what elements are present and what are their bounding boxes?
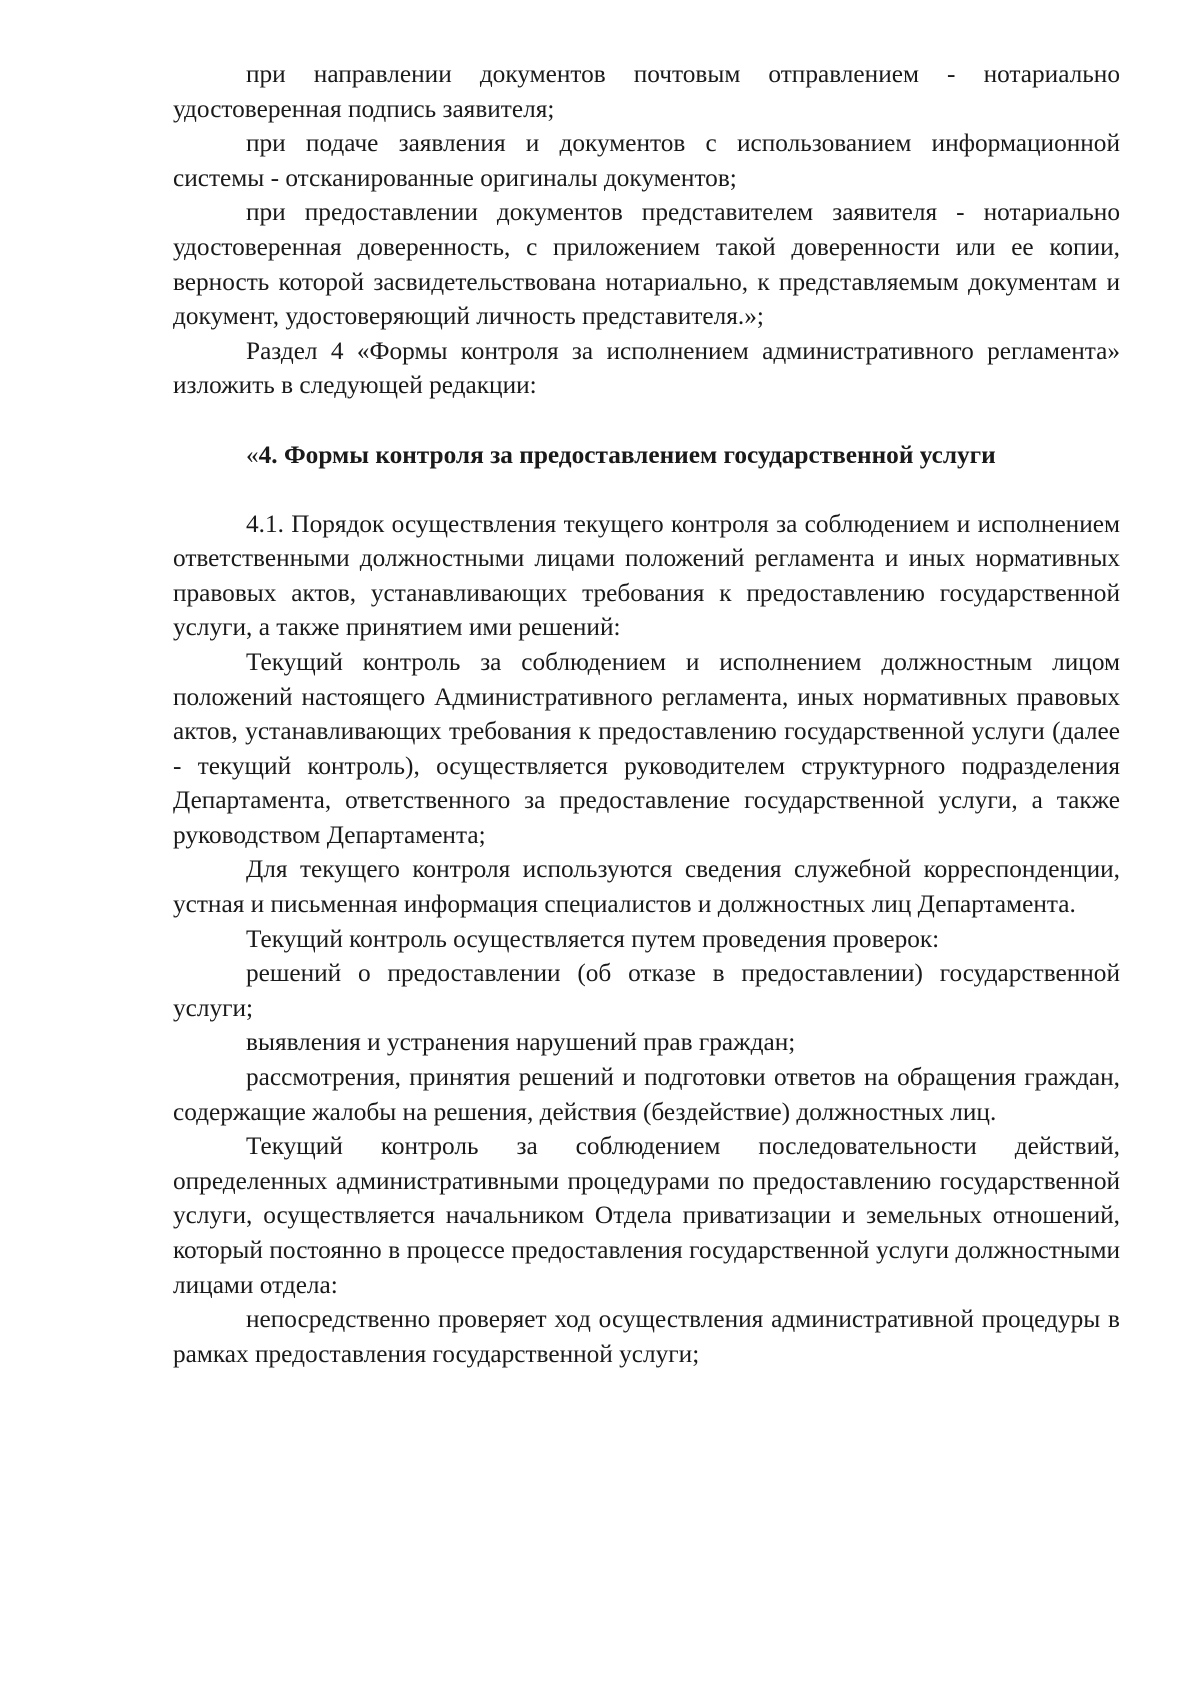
paragraph-checks-intro: Текущий контроль осуществляется путем проведения проверок: bbox=[246, 924, 940, 953]
paragraph-postal-submission: при направлении документов почтовым отправлением - нотариально удостоверенная подпись заявителя; bbox=[173, 60, 1120, 123]
paragraph-direct-check: непосредственно проверяет ход осуществления административной процедуры в рамках предоставления государственной услуги; bbox=[173, 1305, 1120, 1368]
paragraph-4-1: 4.1. Порядок осуществления текущего контроля за соблюдением и исполнением ответственными должностными лицами положений регламента и иных нормативных правовых актов, устанавливающих требования к предоставлению государственной услуги, а также принятием ими решений: bbox=[173, 509, 1120, 642]
paragraph-control-sources: Для текущего контроля используются сведения служебной корреспонденции, устная и письменная информация специалистов и должностных лиц Департамента. bbox=[173, 855, 1120, 919]
list-item-violations: выявления и устранения нарушений прав граждан; bbox=[246, 1028, 796, 1057]
list-item-appeals: рассмотрения, принятия решений и подготовки ответов на обращения граждан, содержащие жалобы на решения, действия (бездействие) должностных лиц. bbox=[173, 1063, 1120, 1126]
paragraph-information-system: при подаче заявления и документов с использованием информационной системы - отсканированные оригиналы документов; bbox=[173, 129, 1120, 192]
paragraph-sequence-control: Текущий контроль за соблюдением последовательности действий, определенных административными процедурами по предоставлению государственной услуги, осуществляется начальником Отдела приватизации и земельных отношений, который постоянно в процессе предоставления государственной услуги должностными лицами отдела: bbox=[173, 1132, 1120, 1299]
heading-text: 4. Формы контроля за предоставлением государственной услуги bbox=[258, 440, 996, 469]
section-heading bbox=[173, 438, 1120, 473]
heading-open-quote: « bbox=[246, 440, 259, 469]
document-body bbox=[173, 57, 1120, 1371]
paragraph-section-4-amendment: Раздел 4 «Формы контроля за исполнением административного регламента» изложить в следующей редакции: bbox=[173, 336, 1120, 400]
paragraph-current-control: Текущий контроль за соблюдением и исполнением должностным лицом положений настоящего Административного регламента, иных нормативных правовых актов, устанавливающих требования к предоставлению государственной услуги (далее - текущий контроль), осуществляется руководителем структурного подразделения Департамента, ответственного за предоставление государственной услуги, а также руководством Департамента; bbox=[173, 647, 1120, 849]
paragraph-representative: при предоставлении документов представителем заявителя - нотариально удостоверенная доверенность, с приложением такой доверенности или ее копии, верность которой засвидетельствована нотариально, к представляемым документам и документ, удостоверяющий личность представителя.»; bbox=[173, 198, 1120, 331]
list-item-decisions: решений о предоставлении (об отказе в предоставлении) государственной услуги; bbox=[173, 959, 1120, 1022]
